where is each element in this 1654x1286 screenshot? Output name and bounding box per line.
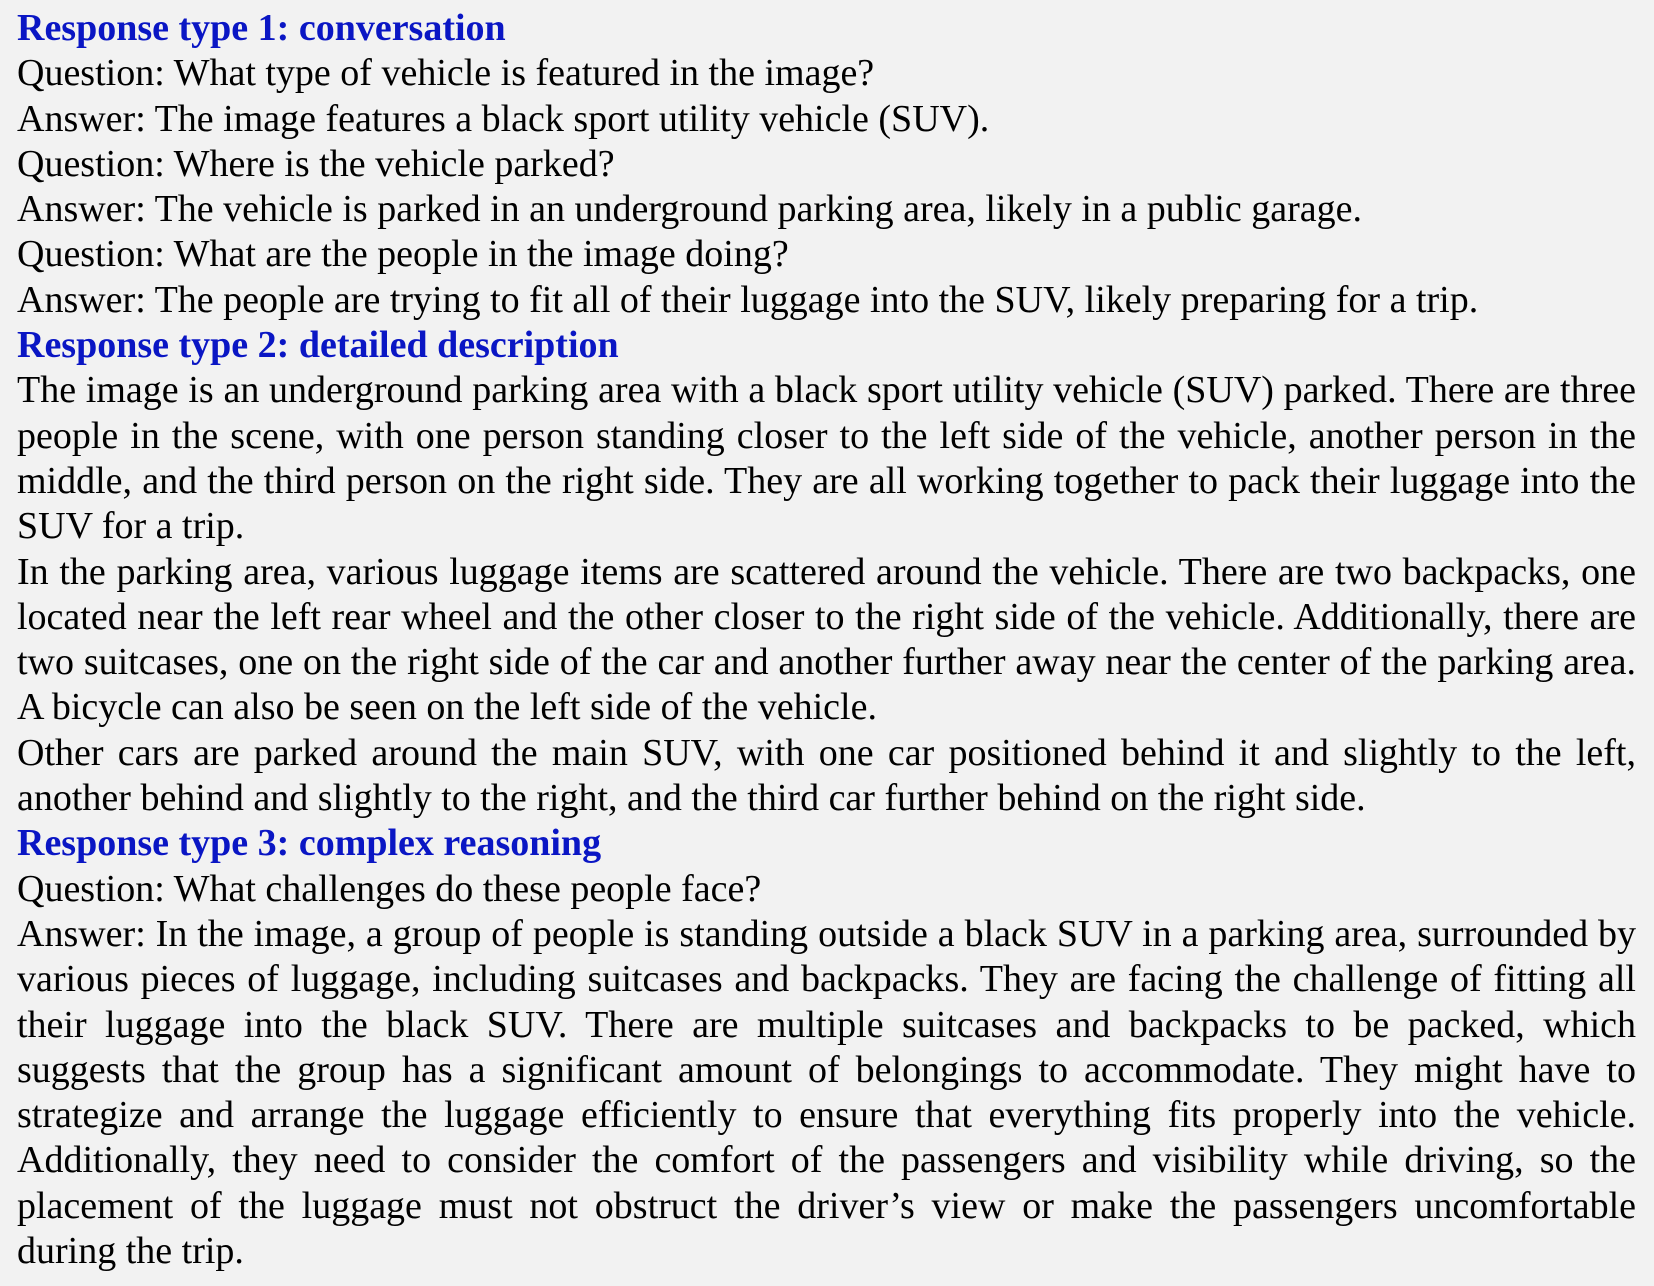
description-paragraph-3: Other cars are parked around the main SUV, with one car positioned behind it and slightly to the left, another behind and slightly to the right, and the third car further behind on the right side. [17, 731, 1636, 820]
conversation-question-3: Question: What are the people in the image doing? [17, 233, 789, 276]
conversation-question-1: Question: What type of vehicle is featured in the image? [17, 52, 875, 95]
section-heading-complex-reasoning: Response type 3: complex reasoning [17, 822, 602, 865]
description-paragraph-2: In the parking area, various luggage items are scattered around the vehicle. There are two backpacks, one located near the left rear wheel and the other closer to the right side of the vehicle. Additionally, there are two suitcases, one on the right side of the car and another further away near the center of the parking area. A bicycle can also be seen on the left side of the vehicle. [17, 550, 1636, 729]
section-heading-conversation: Response type 1: conversation [17, 7, 506, 49]
reasoning-question: Question: What challenges do these people face? [17, 867, 762, 910]
conversation-answer-3: Answer: The people are trying to fit all of their luggage into the SUV, likely preparing for a trip. [17, 278, 1479, 321]
conversation-answer-1: Answer: The image features a black sport utility vehicle (SUV). [17, 97, 990, 140]
conversation-answer-2: Answer: The vehicle is parked in an underground parking area, likely in a public garage. [17, 188, 1363, 231]
section-heading-detailed-description: Response type 2: detailed description [17, 324, 619, 367]
description-paragraph-1: The image is an underground parking area with a black sport utility vehicle (SUV) parked. There are three people in the scene, with one person standing closer to the left side of the vehicle, another person in the middle, and the third person on the right side. They are all working together to pack their luggage into the SUV for a trip. [17, 369, 1636, 548]
reasoning-answer: Answer: In the image, a group of people is standing outside a black SUV in a parking area, surrounded by various pieces of luggage, including suitcases and backpacks. They are facing the challenge of fitting all their luggage into the black SUV. There are multiple suitcases and backpacks to be packed, which suggests that the group has a significant amount of belongings to accommodate. They might have to strategize and arrange the luggage efficiently to ensure that everything fits properly into the vehicle. Additionally, they need to consider the comfort of the passengers and visibility while driving, so the placement of the luggage must not obstruct the driver’s view or make the passengers uncomfortable during the trip. [17, 912, 1636, 1273]
conversation-question-2: Question: Where is the vehicle parked? [17, 142, 615, 185]
